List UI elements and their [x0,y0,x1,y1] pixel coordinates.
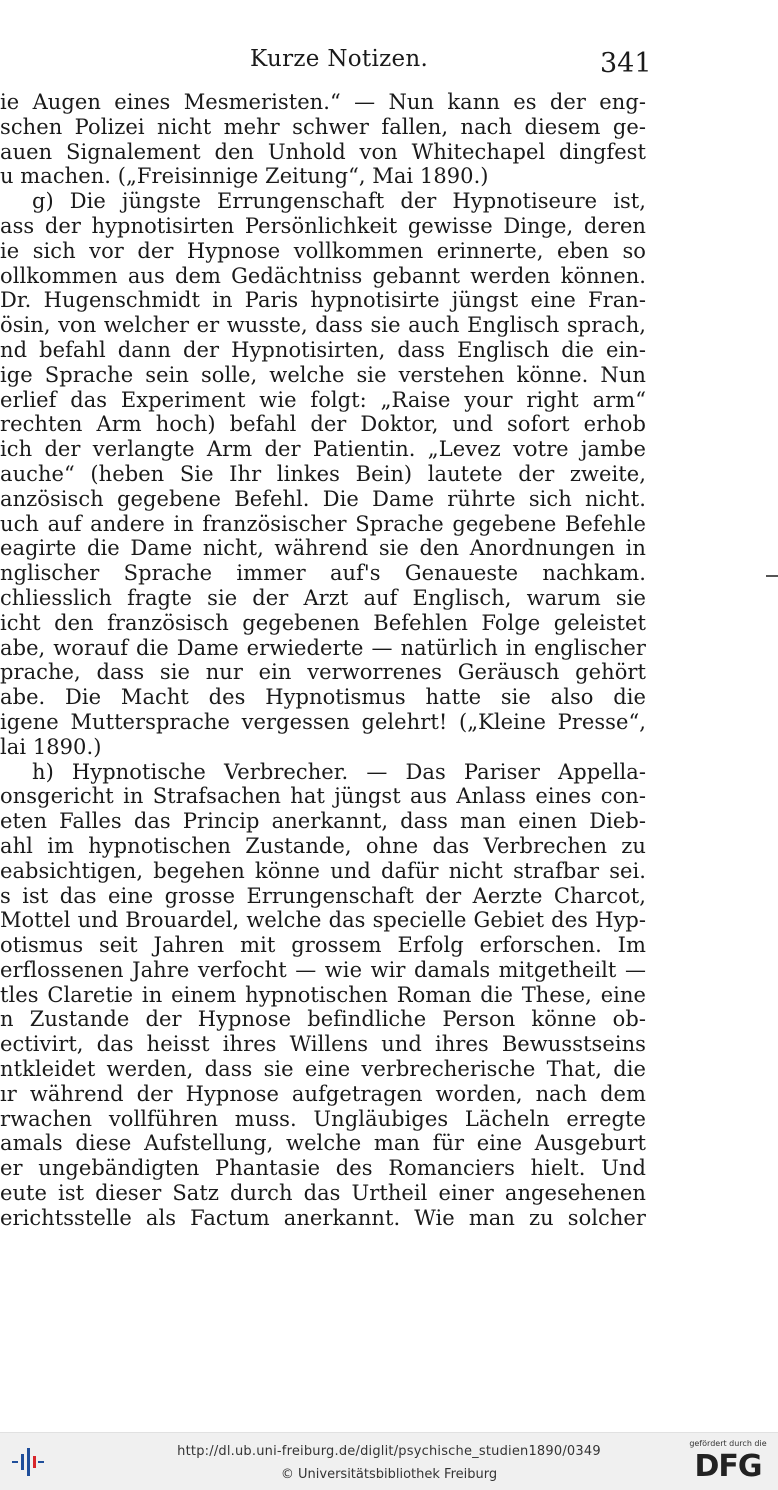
dfg-logo: DFG [694,1449,762,1484]
text-line: prache, dass sie nur ein verworrenes Geräusch gehört [0,660,646,685]
text-line: nd befahl dann der Hypnotisirten, dass Englisch die ein- [0,337,646,362]
text-line: Mottel und Brouardel, welche das specielle Gebiet des Hyp- [0,908,646,933]
text-line: icht den französisch gegebenen Befehlen Folge geleistet [0,610,646,635]
text-line: h) Hypnotische Verbrecher. — Das Pariser Appella- [32,759,646,784]
text-line: s ist das eine grosse Errungenschaft der Aerzte Charcot, [0,883,646,908]
text-line: abe, worauf die Dame erwiederte — natürlich in englischer [0,635,646,660]
text-line: ollkommen aus dem Gedächtniss gebannt werden können. [0,263,646,288]
page-edge-mark [766,575,778,577]
text-line: auche“ (heben Sie Ihr linkes Bein) lautete der zweite, [0,461,646,486]
text-line: tles Claretie in einem hypnotischen Roman die These, eine [0,982,646,1007]
text-line: eute ist dieser Satz durch das Urtheil einer angesehenen [0,1181,646,1206]
text-line: n Zustande der Hypnose befindliche Person könne ob- [0,1007,646,1032]
running-head: Kurze Notizen. [250,46,429,72]
text-line: ntkleidet werden, dass sie eine verbrecherische That, die [0,1057,646,1082]
text-line: erlief das Experiment wie folgt: „Raise your right arm“ [0,387,646,412]
text-line: chliesslich fragte sie der Arzt auf Englisch, warum sie [0,585,646,610]
text-line: rwachen vollführen muss. Ungläubiges Lächeln erregte [0,1106,646,1131]
page-header [0,44,778,80]
text-line: auen Signalement den Unhold von Whitechapel dingfest [0,139,646,164]
text-line: nglischer Sprache immer auf's Genaueste nachkam. [0,561,646,586]
body-text [0,90,646,1231]
text-line: ige Sprache sein solle, welche sie verstehen könne. Nun [0,362,646,387]
text-line: ie Augen eines Mesmeristen.“ — Nun kann es der eng- [0,90,646,114]
text-line: ich der verlangte Arm der Patientin. „Levez votre jambe [0,437,646,462]
text-line: lai 1890.) [0,734,102,759]
dfg-funding-block [686,1439,770,1485]
text-line: igene Muttersprache vergessen gelehrt! („Kleine Presse“, [0,709,646,734]
text-line: ahl im hypnotischen Zustande, ohne das Verbrechen zu [0,833,646,858]
text-line: ass der hypnotisirten Persönlichkeit gewisse Dinge, deren [0,213,646,238]
text-line: ie sich vor der Hypnose vollkommen erinnerte, eben so [0,238,646,263]
text-line: rechten Arm hoch) befahl der Doktor, und sofort erhob [0,412,646,437]
text-line: eagirte die Dame nicht, während sie den Anordnungen in [0,536,646,561]
source-link[interactable]: http://dl.ub.uni-freiburg.de/diglit/psychische_studien1890/0349 [177,1444,601,1459]
copyright-notice: © Universitätsbibliothek Freiburg [280,1467,498,1482]
text-line: ösin, von welcher er wusste, dass sie auch Englisch sprach, [0,313,646,338]
text-line: schen Polizei nicht mehr schwer fallen, nach diesem ge- [0,114,646,139]
viewer-footer [0,1432,778,1490]
text-line: onsgericht in Strafsachen hat jüngst aus Anlass eines con- [0,784,646,809]
text-line: er ungebändigten Phantasie des Romanciers hielt. Und [0,1156,646,1181]
funding-note: gefördert durch die [689,1439,767,1448]
text-line: uch auf andere in französischer Sprache gegebene Befehle [0,511,646,536]
text-line: erflossenen Jahre verfocht — wie wir damals mitgetheilt — [0,957,646,982]
text-line: g) Die jüngste Errungenschaft der Hypnotiseure ist, [32,189,646,214]
text-line: ır während der Hypnose aufgetragen worden, nach dem [0,1081,646,1106]
text-line: otismus seit Jahren mit grossem Erfolg erforschen. Im [0,933,646,958]
text-line: eabsichtigen, begehen könne und dafür nicht strafbar sei. [0,858,646,883]
text-line: amals diese Aufstellung, welche man für eine Ausgeburt [0,1131,646,1156]
text-line: anzösisch gegebene Befehl. Die Dame rührte sich nicht. [0,486,646,511]
text-line: abe. Die Macht des Hypnotismus hatte sie also die [0,685,646,710]
text-line: ectivirt, das heisst ihres Willens und ihres Bewusstseins [0,1032,646,1057]
text-line: erichtsstelle als Factum anerkannt. Wie man zu solcher [0,1205,646,1230]
text-line: Dr. Hugenschmidt in Paris hypnotisirte jüngst eine Fran- [0,288,646,313]
text-line: eten Falles das Princip anerkannt, dass man einen Dieb- [0,809,646,834]
text-line: u machen. („Freisinnige Zeitung“, Mai 1890.) [0,164,489,189]
page-number: 341 [600,48,652,79]
